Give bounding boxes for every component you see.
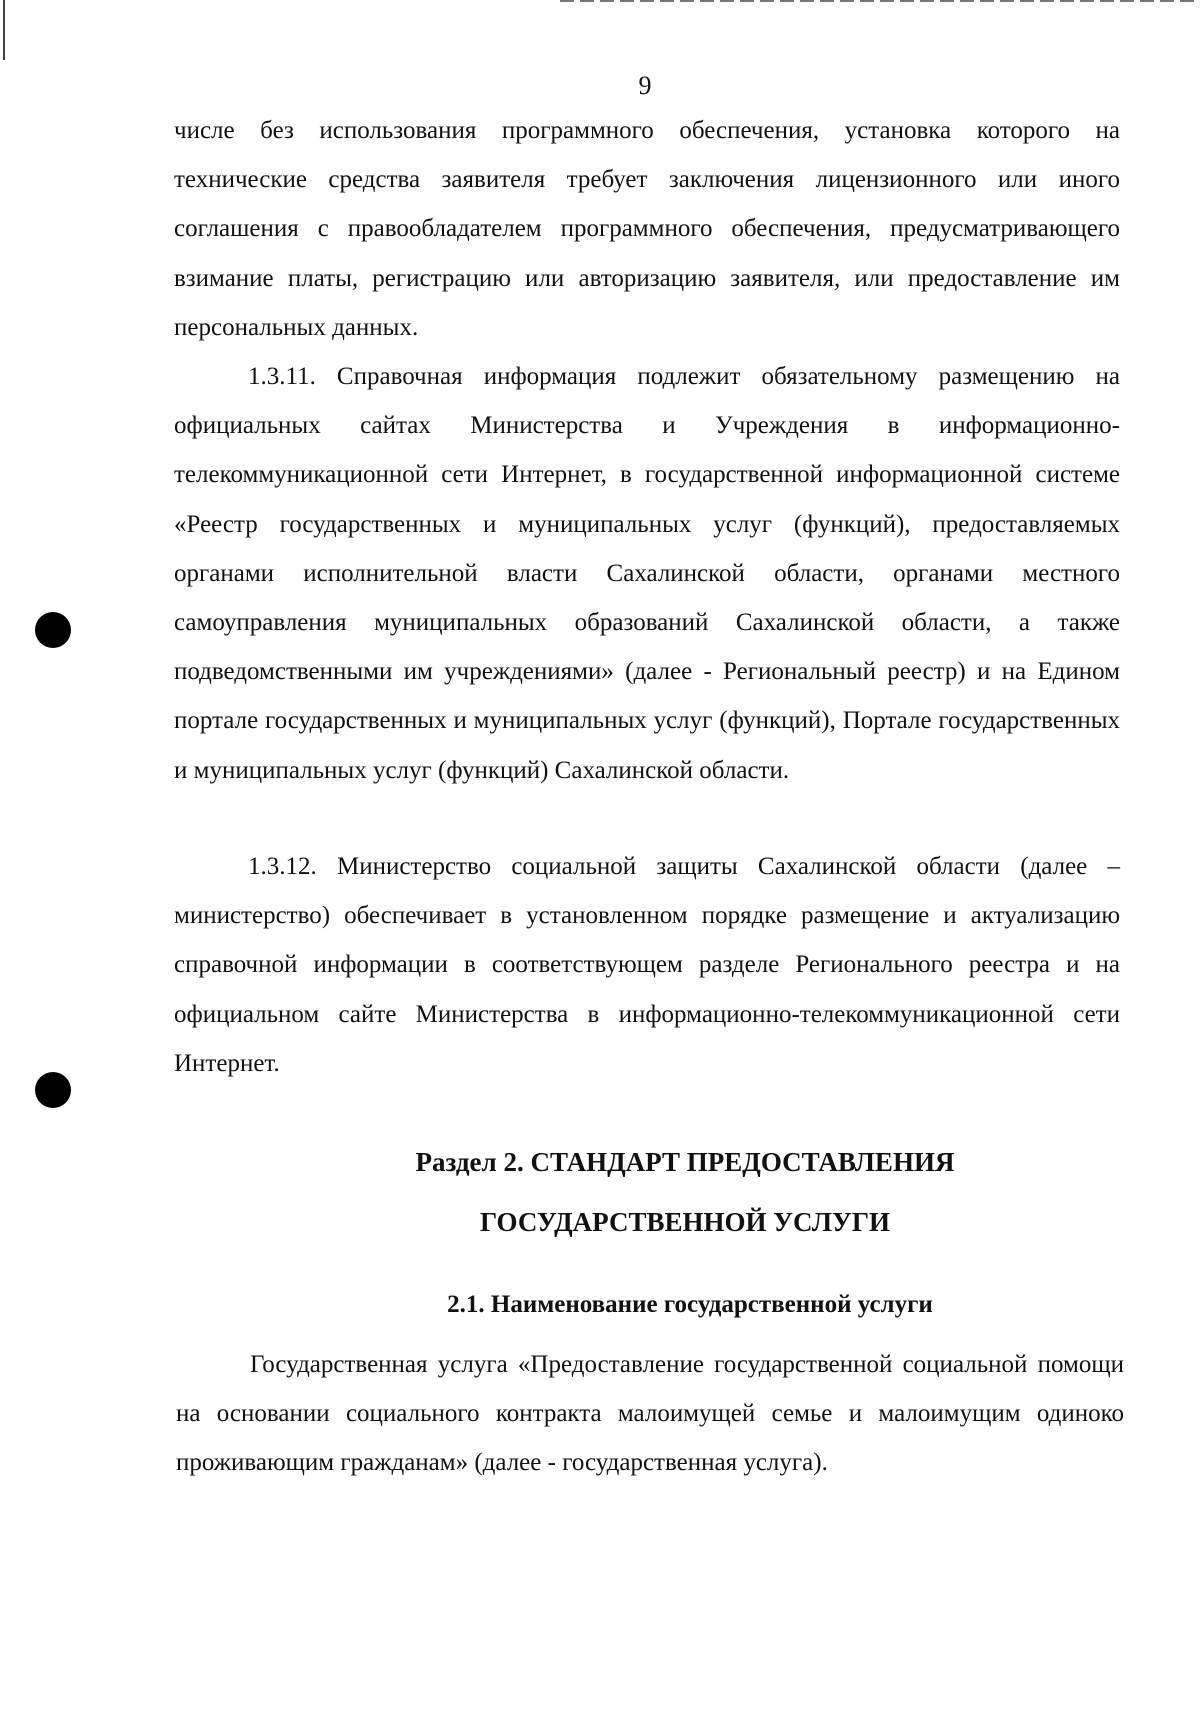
page-number: 9	[638, 71, 652, 100]
paragraph-1-3-11-text: 1.3.11. Справочная информация подлежит обязательному размещению на официальных сайтах Министерства и Учреждения в информационно-телекоммуникационной сети Интернет, в государственной информационной системе «Реестр государственных и муниципальных услуг (функций), предоставляемых органами исполнительной власти Сахалинской области, органами местного самоуправления муниципальных образований Сахалинской области, а также подведомственными им учреждениями» (далее - Региональный реестр) и на Едином портале государственных и муниципальных услуг (функций), Портале государственных и муниципальных услуг (функций) Сахалинской области.	[174, 363, 1120, 784]
section-title-line1: Раздел 2. СТАНДАРТ ПРЕДОСТАВЛЕНИЯ	[415, 1147, 955, 1177]
paragraph-continuation	[174, 106, 1120, 352]
punch-hole-upper	[35, 612, 71, 648]
paragraph-2-1-text: Государственная услуга «Предоставление государственной социальной помощи на основании социального контракта малоимущей семье и малоимущим одиноко проживающим гражданам» (далее - государственная услуга).	[176, 1351, 1124, 1477]
paragraph-1-3-12	[174, 842, 1120, 1088]
section-title-line2: ГОСУДАРСТВЕННОЙ УСЛУГИ	[480, 1207, 890, 1237]
punch-hole-lower	[35, 1072, 71, 1108]
paragraph-1-3-12-text: 1.3.12. Министерство социальной защиты Сахалинской области (далее – министерство) обеспечивает в установленном порядке размещение и актуализацию справочной информации в соответствующем разделе Регионального реестра и на официальном сайте Министерства в информационно-телекоммуникационной сети Интернет.	[174, 853, 1120, 1077]
scan-top-edge	[560, 0, 1200, 2]
subsection-title: 2.1. Наименование государственной услуги	[447, 1291, 933, 1318]
paragraph-continuation-text: числе без использования программного обеспечения, установка которого на технические средства заявителя требует заключения лицензионного или иного соглашения с правообладателем программного обеспечения, предусматривающего взимание платы, регистрацию или авторизацию заявителя, или предоставление им персональных данных.	[174, 117, 1120, 341]
paragraph-2-1	[176, 1340, 1124, 1488]
paragraph-1-3-11	[174, 352, 1120, 795]
section-title	[0, 1132, 1200, 1252]
scan-left-edge	[3, 0, 5, 60]
